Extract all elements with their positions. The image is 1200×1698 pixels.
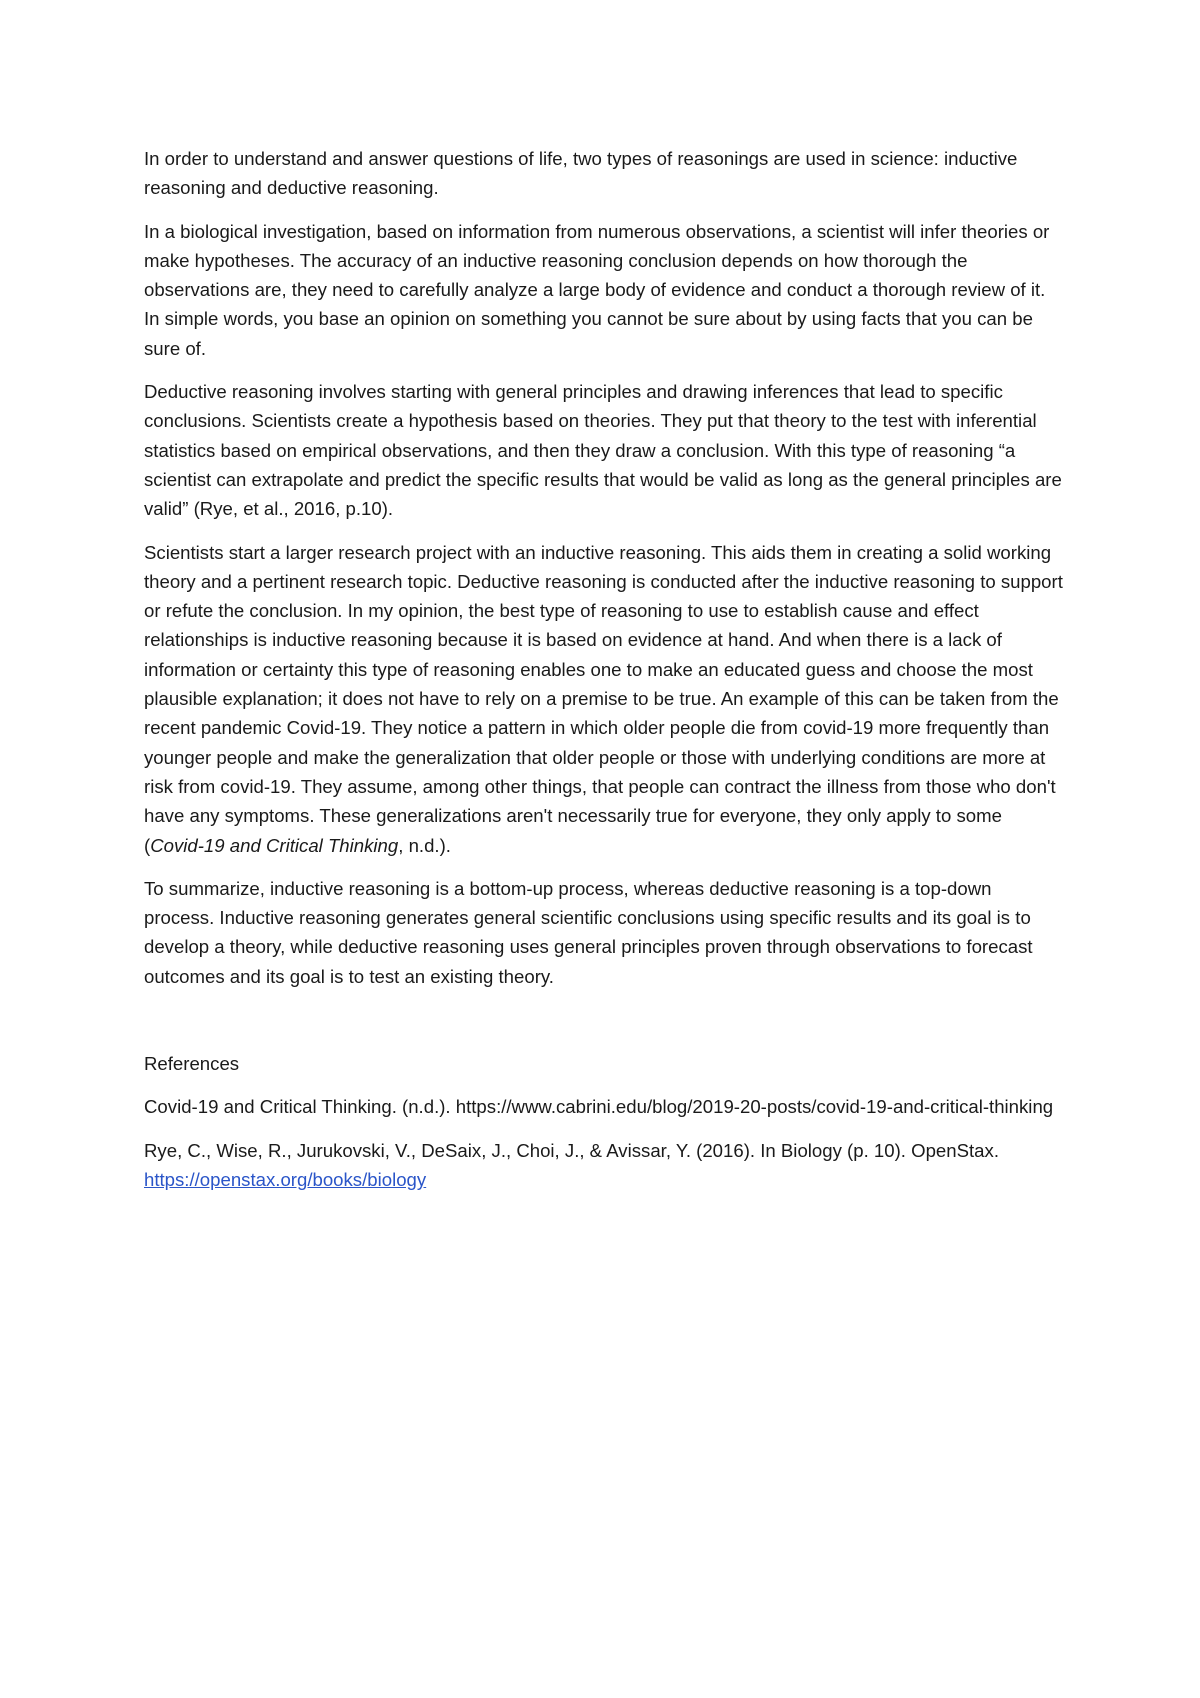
reference-item-2 [144, 1136, 1064, 1195]
paragraph-inductive: In a biological investigation, based on information from numerous observations, a scientist will infer theories or make hypotheses. The accuracy of an inductive reasoning conclusion depends on how thorough the observations are, they need to carefully analyze a large body of evidence and conduct a thorough review of it. In simple words, you base an opinion on something you cannot be sure about by using facts that you can be sure of. [144, 220, 1050, 359]
paragraph-intro: In order to understand and answer questions of life, two types of reasonings are used in science: inductive reasoning and deductive reasoning. [144, 148, 1018, 199]
reference-2-link[interactable]: https://openstax.org/books/biology [144, 1168, 427, 1190]
reference-2-text: Rye, C., Wise, R., Jurukovski, V., DeSaix, J., Choi, J., & Avissar, Y. (2016). In Biology (p. 10). OpenStax. [144, 1139, 999, 1161]
paragraph-opinion [144, 538, 1064, 860]
document-body [144, 144, 1064, 1208]
citation-title: Covid-19 and Critical Thinking [150, 834, 399, 856]
paragraph-summary: To summarize, inductive reasoning is a bottom-up process, whereas deductive reasoning is a top-down process. Inductive reasoning generates general scientific conclusions using specific results and its goal is to develop a theory, while deductive reasoning uses general principles proven through observations to forecast outcomes and its goal is to test an existing theory. [144, 877, 1033, 987]
paragraph-opinion-text: Scientists start a larger research project with an inductive reasoning. This aids them in creating a solid working theory and a pertinent research topic. Deductive reasoning is conducted after the inductive reasoning to support or refute the conclusion. In my opinion, the best type of reasoning to use to establish cause and effect relationships is inductive reasoning because it is based on evidence at hand. And when there is a lack of information or certainty this type of reasoning enables one to make an educated guess and choose the most plausible explanation; it does not have to rely on a premise to be true. An example of this can be taken from the recent pandemic Covid-19. They notice a pattern in which older people die from covid-19 more frequently than younger people and make the generalization that older people or those with underlying conditions are more at risk from covid-19. They assume, among other things, that people can contract the illness from those who don't have any symptoms. These generalizations aren't necessarily true for everyone, they only apply to some ( [144, 541, 1063, 856]
reference-item-1: Covid-19 and Critical Thinking. (n.d.). https://www.cabrini.edu/blog/2019-20-posts/covid-19-and-critical-thinking [144, 1096, 1054, 1118]
paragraph-deductive: Deductive reasoning involves starting with general principles and drawing inferences that lead to specific conclusions. Scientists create a hypothesis based on theories. They put that theory to the test with inferential statistics based on empirical observations, and then they draw a conclusion. With this type of reasoning “a scientist can extrapolate and predict the specific results that would be valid as long as the general principles are valid” (Rye, et al., 2016, p.10). [144, 381, 1062, 520]
references-heading: References [144, 1053, 240, 1075]
citation-rest: , n.d.). [398, 834, 451, 856]
